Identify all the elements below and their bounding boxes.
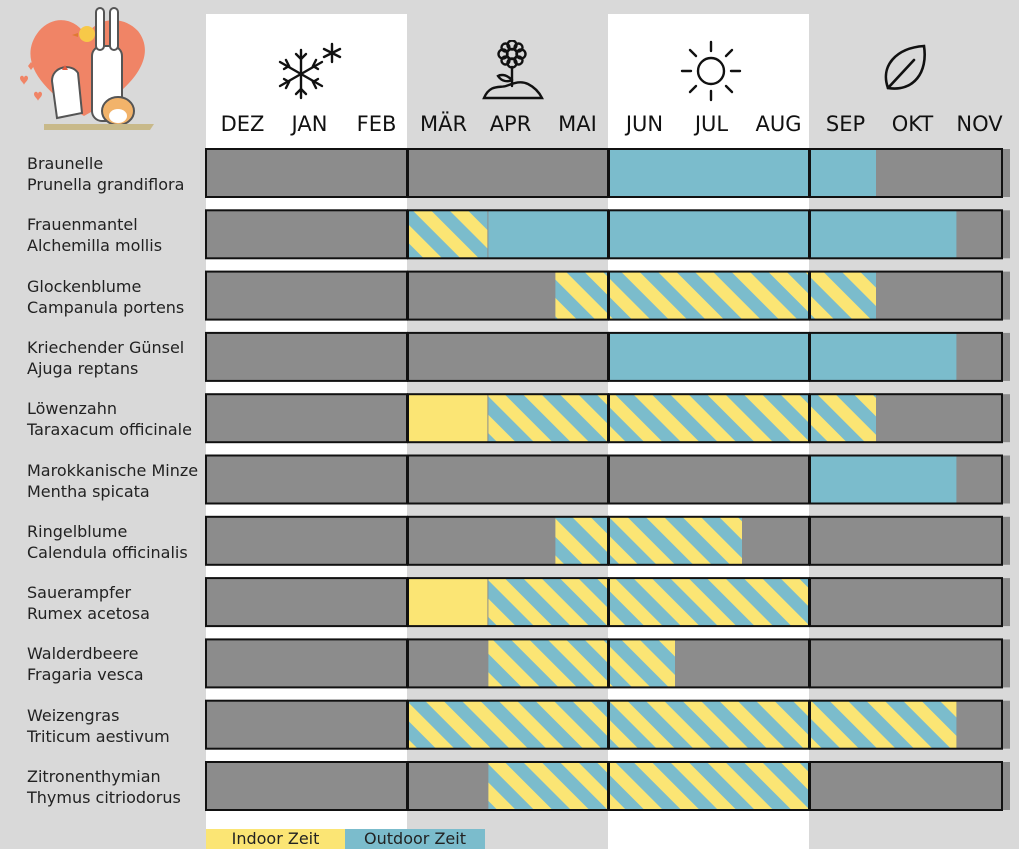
segment-both [488,578,809,626]
season-cell-off [810,578,1010,626]
plant-latin-name: Taraxacum officinale [27,420,192,440]
segment-both [408,210,487,258]
season-cell-off [408,149,608,197]
season-cell-off [206,701,407,749]
plant-common-name: Zitronenthymian [27,767,161,786]
season-cell-off [206,762,407,810]
season-cell-off [408,333,608,381]
legend-indoor: Indoor Zeit [206,829,345,849]
season-cell-off [408,456,608,504]
plant-row [206,578,1010,626]
plant-latin-name: Alchemilla mollis [27,236,163,256]
plant-common-name: Ringelblume [27,521,128,541]
month-label-nov: NOV [956,112,1003,136]
month-label-jan: JAN [291,112,328,136]
month-label-feb: FEB [356,112,397,136]
month-label-sep: SEP [825,112,866,136]
plant-latin-name: Thymus citriodorus [27,788,181,807]
plant-latin-name: Ajuga reptans [27,358,139,378]
season-cell-off [206,456,407,504]
plant-row [206,333,1010,381]
segment-indoor [408,394,487,442]
month-label-aug: AUG [755,112,802,136]
plant-row [206,149,1010,197]
season-cell-off [206,517,407,565]
plant-common-name: Glockenblume [27,276,142,296]
plant-row [206,210,1010,258]
plant-common-name: Walderdbeere [27,644,139,664]
plant-latin-name: Prunella grandiflora [27,175,185,194]
plant-common-name: Kriechender Günsel [27,337,185,357]
plant-row [206,701,1010,749]
month-label-jun: JUN [625,112,664,136]
segment-indoor [408,578,487,626]
segment-both [555,517,742,565]
segment-both [488,762,809,810]
season-cell-off [206,149,407,197]
plant-common-name: Sauerampfer [27,583,132,603]
season-cell-off [810,517,1010,565]
season-cell-off [206,272,407,320]
plant-latin-name: Calendula officinalis [27,542,188,562]
plant-common-name: Löwenzahn [27,399,117,419]
month-label-apr: APR [489,112,532,136]
month-label-mai: MAI [558,112,597,136]
month-label-dez: DEZ [220,112,265,136]
segment-both [488,639,675,687]
season-cell-off [810,762,1010,810]
segment-both [555,272,876,320]
plant-row [206,639,1010,687]
season-cell-off [206,639,407,687]
plant-common-name: Braunelle [27,154,104,173]
segment-both [408,701,956,749]
segment-outdoor [488,210,956,258]
segment-outdoor [810,456,956,504]
month-label-okt: OKT [891,112,934,136]
segment-outdoor [609,149,876,197]
legend-outdoor: Outdoor Zeit [345,829,485,849]
season-cell-off [609,456,809,504]
plant-row [206,456,1010,504]
plant-latin-name: Triticum aestivum [27,726,170,746]
plant-row [206,517,1010,565]
plant-latin-name: Fragaria vesca [27,665,144,685]
season-cell-off [206,210,407,258]
plant-common-name: Marokkanische Minze [27,460,199,480]
plant-common-name: Weizengras [27,705,120,725]
season-cell-off [206,578,407,626]
plant-latin-name: Campanula portens [27,297,185,317]
plant-latin-name: Rumex acetosa [27,604,150,624]
season-cell-off [810,639,1010,687]
plant-row [206,272,1010,320]
month-label-mär: MÄR [419,112,468,136]
plant-row [206,762,1010,810]
month-label-jul: JUL [694,112,729,136]
segment-both [488,394,876,442]
plant-common-name: Frauenmantel [27,215,138,235]
plant-latin-name: Mentha spicata [27,481,150,501]
season-cell-off [206,333,407,381]
segment-outdoor [609,333,956,381]
season-cell-off [206,394,407,442]
plant-row [206,394,1010,442]
